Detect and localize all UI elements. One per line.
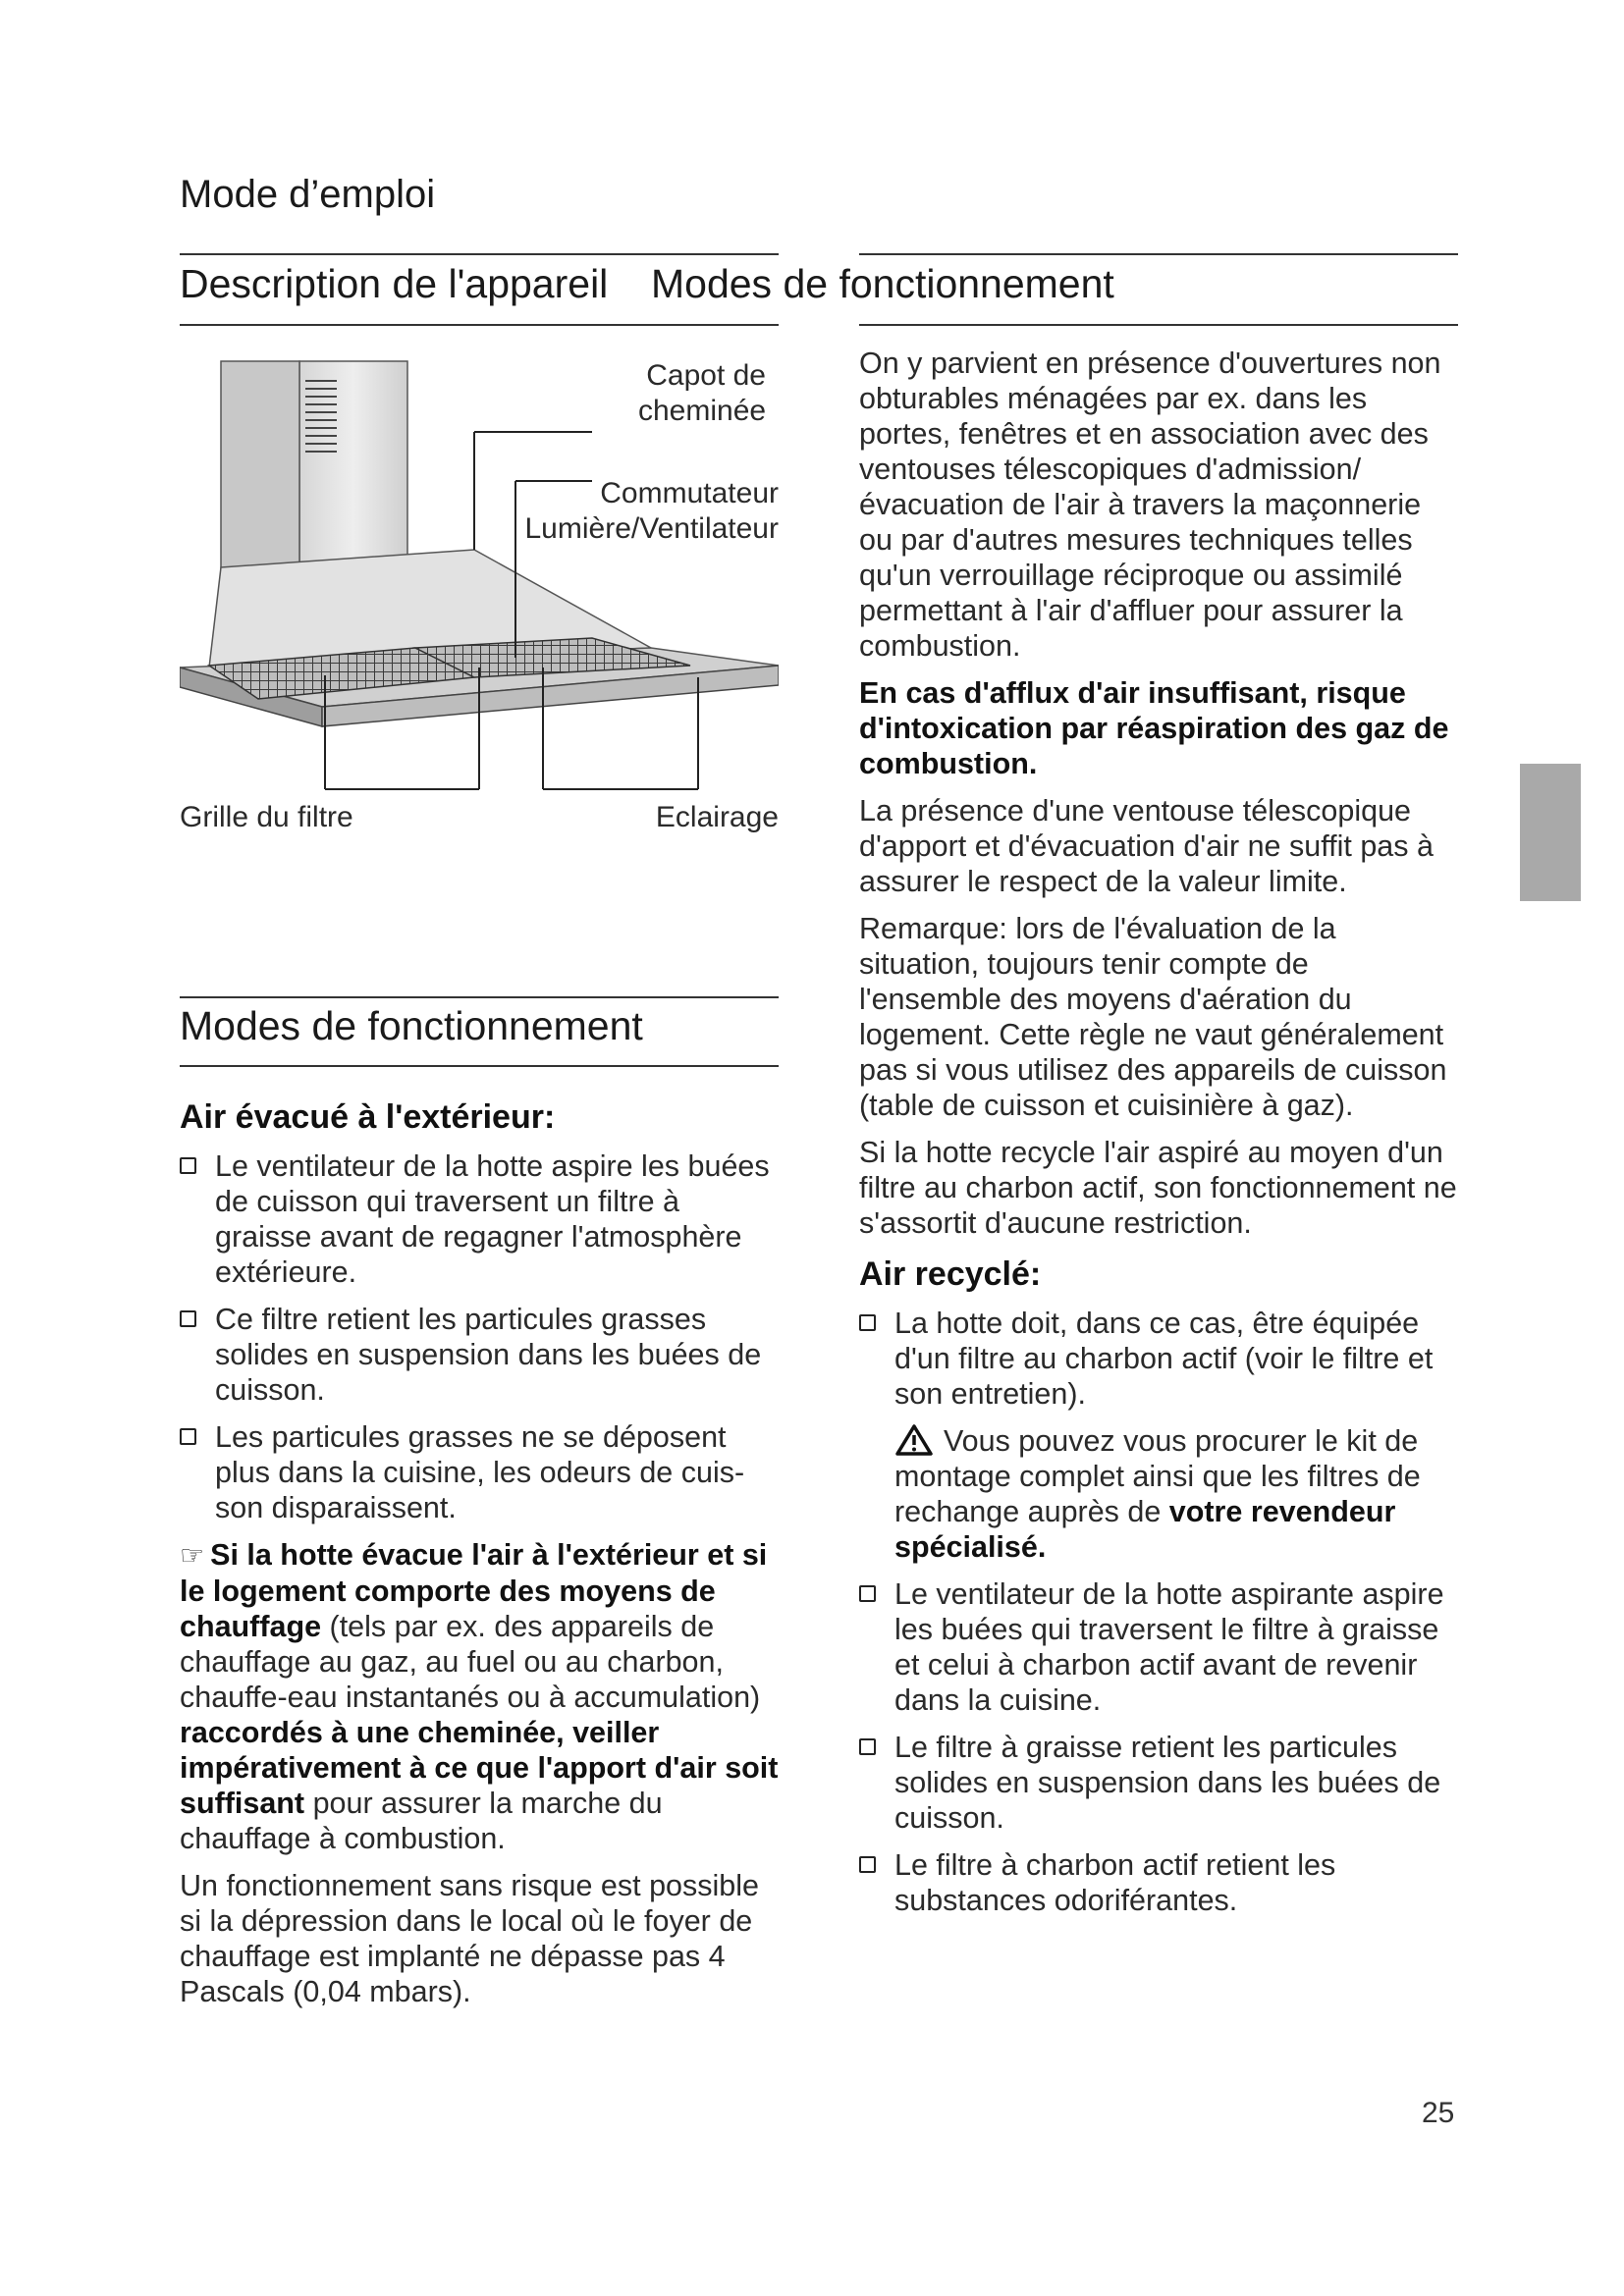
exterior-list	[180, 1148, 779, 1525]
list-item-text: Le ventilateur de la hotte aspirante aspire les buées qui traversent le filtre à graisse et celui à charbon actif avant de revenir dans la cuisine.	[894, 1577, 1444, 1717]
list-item-text: Le filtre à graisse retient les particules solides en suspension dans les buées de cuisson.	[894, 1731, 1441, 1835]
chimney-cover	[221, 361, 407, 577]
warning-bold-1: Si la hotte évacue l'air à l'extérieur et si le logement comporte des moyens de chauffage	[180, 1538, 768, 1643]
checkbox-bullet-icon	[859, 1585, 876, 1602]
checkbox-bullet-icon	[859, 1314, 876, 1331]
list-item-text: Le filtre à charbon actif retient les substances odoriférantes.	[894, 1848, 1336, 1917]
warning-paragraph	[180, 1537, 779, 1856]
list-item-text: Ce filtre retient les particules grasses solides en suspension dans les buées de cuisson.	[215, 1303, 762, 1407]
warning-triangle-icon	[894, 1423, 934, 1457]
rule-modes-top	[180, 996, 779, 998]
paragraph-recycle: Si la hotte recycle l'air aspiré au moyen d'un filtre au charbon actif, son fonctionnement ne s'assortit d'aucune restriction.	[859, 1136, 1457, 1240]
subhead-air-exterieur: Air évacué à l'extérieur:	[180, 1098, 556, 1136]
note-text: Vous pouvez vous procurer le kit de montage complet ainsi que les filtres de rechange auprès de	[894, 1424, 1421, 1528]
document-header-title: Mode d’emploi	[180, 173, 436, 216]
recycled-list	[859, 1306, 1458, 1412]
list-item-text: Le ventilateur de la hotte aspire les buées de cuisson qui traversent un filtre à graisse avant de regagner l'atmosphère extérieure.	[215, 1149, 770, 1289]
note-paragraph	[859, 1423, 1458, 1565]
list-item	[180, 1148, 779, 1290]
section-tab-marker	[1520, 764, 1581, 901]
warning-bold-2: raccordés à une cheminée, veiller impérativement à ce que l'apport d'air soit suffisant	[180, 1716, 779, 1820]
section-title-modes-right: Modes de fonctionnement	[651, 261, 1114, 306]
list-item	[180, 1302, 779, 1408]
label-eclairage: Eclairage	[655, 801, 779, 833]
paragraph-ventouse: La présence d'une ventouse télescopique d'apport et d'évacuation d'air ne suffit pas à assurer le respect de la valeur limite.	[859, 794, 1434, 898]
subhead-air-recycle: Air recyclé:	[859, 1255, 1042, 1293]
note-bold: votre revendeur spécialisé.	[894, 1495, 1396, 1564]
warning-text-1: (tels par ex. des appareils de chauffage au gaz, au fuel ou au charbon, chauffe-eau instantanés ou à accumulation)	[180, 1610, 761, 1714]
section-title-description: Description de l'appareil	[180, 261, 609, 306]
checkbox-bullet-icon	[180, 1428, 196, 1445]
rule-modes-bottom	[180, 1065, 779, 1067]
list-item-text: La hotte doit, dans ce cas, être équipée d'un filtre au charbon actif (voir le filtre et son entretien).	[894, 1307, 1434, 1411]
checkbox-bullet-icon	[859, 1856, 876, 1873]
label-commutateur	[514, 476, 779, 547]
rule-top-right	[859, 253, 1458, 255]
rule-under-left	[180, 324, 779, 326]
rule-top-left	[180, 253, 779, 255]
recycled-list-more	[859, 1576, 1458, 1918]
label-commutateur-line1: Commutateur	[600, 477, 779, 509]
section-title-modes: Modes de fonctionnement	[180, 1003, 643, 1048]
warning-text-2: pour assurer la marche du chauffage à combustion.	[180, 1787, 663, 1855]
left-column-body	[180, 1097, 779, 2021]
rule-under-right	[859, 324, 1458, 326]
checkbox-bullet-icon	[180, 1157, 196, 1174]
paragraph-danger: En cas d'afflux d'air insuffisant, risque d'intoxication par réaspiration des gaz de combustion.	[859, 676, 1449, 780]
list-item	[859, 1730, 1458, 1836]
page-number: 25	[1422, 2097, 1455, 2129]
list-item-text: Les particules grasses ne se déposent plus dans la cuisine, les odeurs de cuis-son disparaissent.	[215, 1420, 745, 1524]
list-item	[859, 1576, 1458, 1718]
label-grille-filtre: Grille du filtre	[180, 801, 353, 833]
paragraph-ventilation: On y parvient en présence d'ouvertures non obturables ménagées par ex. dans les portes, fenêtres et en association avec des ventouses télescopiques d'admission/ évacuation de l'air à travers la maçonnerie ou par d'autres mesures techniques telles qu'un verrouillage réciproque ou assimilé permettant à l'air d'affluer pour assurer la combustion.	[859, 347, 1441, 663]
paragraph-pressure: Un fonctionnement sans risque est possible si la dépression dans le local où le foyer de chauffage est implanté ne dépasse pas 4 Pascals (0,04 mbars).	[180, 1869, 759, 2008]
label-capot-line1: Capot de	[646, 359, 766, 392]
list-item	[180, 1419, 779, 1525]
label-capot-line2: cheminée	[638, 395, 767, 427]
pointing-hand-icon: ☞	[180, 1540, 205, 1571]
label-capot	[638, 358, 766, 429]
checkbox-bullet-icon	[859, 1738, 876, 1755]
label-commutateur-line2: Lumière/Ventilateur	[524, 512, 779, 545]
list-item	[859, 1306, 1458, 1412]
paragraph-remarque: Remarque: lors de l'évaluation de la situation, toujours tenir compte de l'ensemble des moyens d'aération du logement. Cette règle ne vaut généralement pas si vous utilisez des appareils de cuisson (table de cuisson et cuisinière à gaz).	[859, 912, 1447, 1122]
right-column-body	[859, 346, 1458, 1930]
checkbox-bullet-icon	[180, 1310, 196, 1327]
list-item	[859, 1847, 1458, 1918]
